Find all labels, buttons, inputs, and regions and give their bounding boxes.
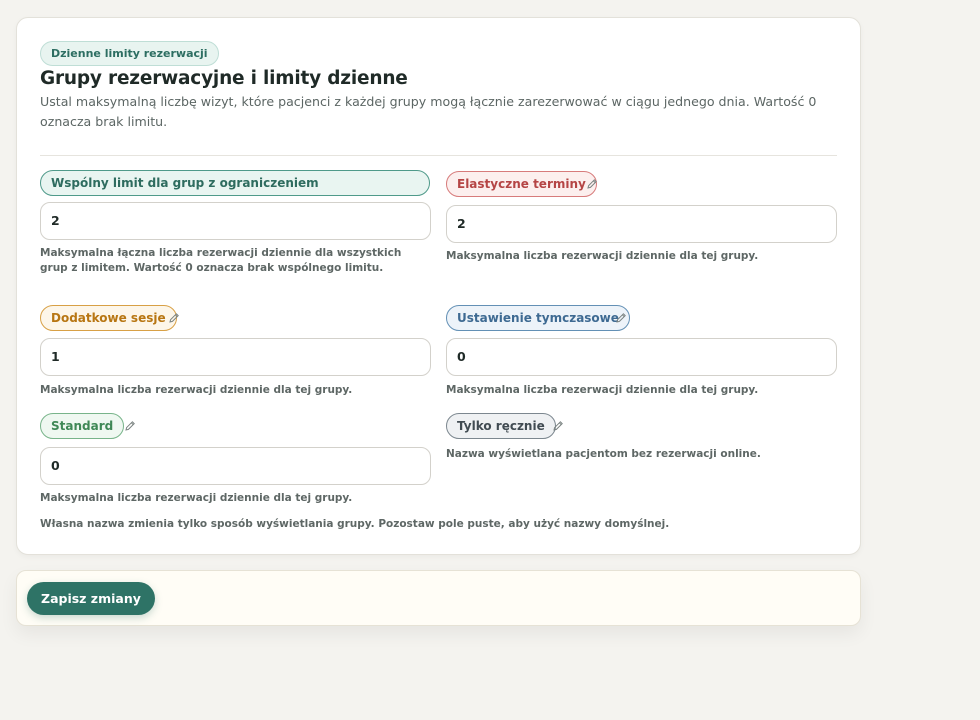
temporary-limit-hint: Maksymalna liczba rezerwacji dziennie dla tej grupy. (446, 384, 759, 396)
group-label-shared-limit: Wspólny limit dla grup z ograniczeniem (40, 170, 430, 196)
section-divider (40, 155, 837, 156)
manual-only-hint: Nazwa wyświetlana pacjentom bez rezerwacji online. (446, 448, 761, 460)
group-label-manual-only: Tylko ręcznie (446, 413, 556, 439)
save-button[interactable]: Zapisz zmiany (27, 582, 155, 615)
pencil-icon[interactable] (552, 420, 564, 432)
shared-limit-hint: Maksymalna łączna liczba rezerwacji dziennie dla wszystkich grup z limitem. Wartość 0 oznacza brak wspólnego limitu. (40, 247, 402, 274)
page-description: Ustal maksymalną liczbę wizyt, które pacjenci z każdej grupy mogą łącznie zarezerwować w ciągu jednego dnia. Wartość 0 oznacza brak limitu. (40, 94, 817, 129)
extra-sessions-hint: Maksymalna liczba rezerwacji dziennie dla tej grupy. (40, 384, 353, 396)
pencil-icon[interactable] (168, 312, 180, 324)
flexible-limit-input[interactable]: 2 (446, 205, 837, 243)
group-label-temporary: Ustawienie tymczasowe (446, 305, 630, 331)
shared-limit-input[interactable]: 2 (40, 202, 431, 240)
pencil-icon[interactable] (124, 420, 136, 432)
standard-limit-hint: Maksymalna liczba rezerwacji dziennie dla tej grupy. (40, 492, 353, 504)
custom-name-footnote: Własna nazwa zmienia tylko sposób wyświetlania grupy. Pozostaw pole puste, aby użyć nazwy domyślnej. (40, 518, 670, 530)
group-label-standard: Standard (40, 413, 124, 439)
pencil-icon[interactable] (586, 178, 598, 190)
group-label-flexible: Elastyczne terminy (446, 171, 597, 197)
temporary-limit-input[interactable]: 0 (446, 338, 837, 376)
flexible-limit-hint: Maksymalna liczba rezerwacji dziennie dla tej grupy. (446, 250, 759, 262)
section-badge: Dzienne limity rezerwacji (40, 41, 219, 66)
page-title: Grupy rezerwacyjne i limity dzienne (40, 68, 408, 89)
group-label-extra-sessions: Dodatkowe sesje (40, 305, 177, 331)
pencil-icon[interactable] (615, 312, 627, 324)
extra-sessions-input[interactable]: 1 (40, 338, 431, 376)
standard-limit-input[interactable]: 0 (40, 447, 431, 485)
